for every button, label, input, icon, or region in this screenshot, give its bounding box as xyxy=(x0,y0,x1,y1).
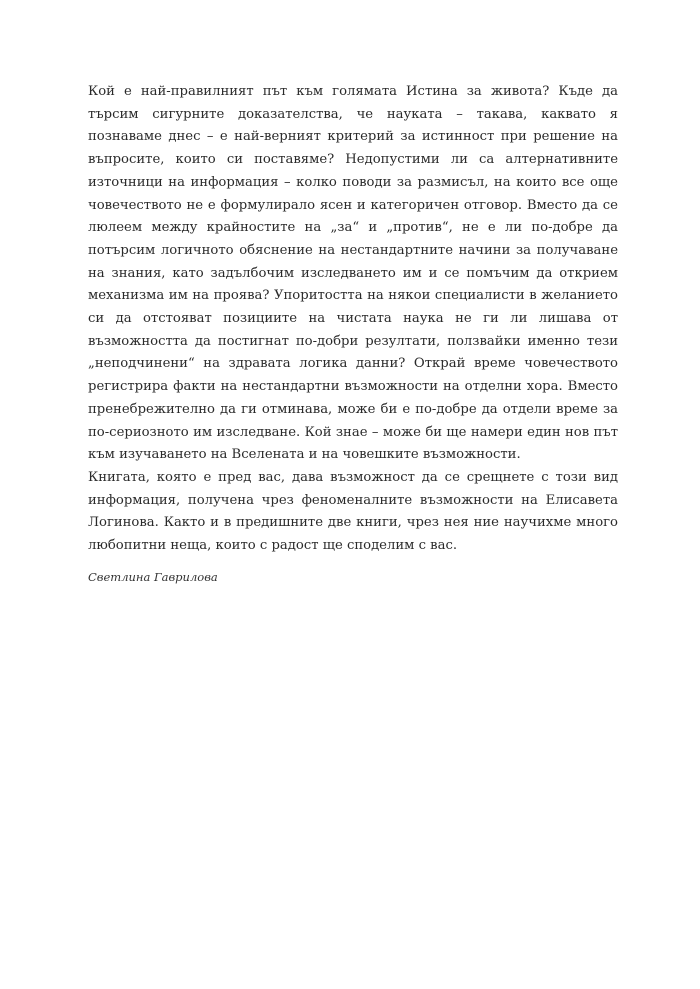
paragraph: Кой е най-правилният път към голямата Истина за живота? Къде да търсим сигурните доказателства, че науката – такава, каквато я познаваме днес – е най-верният критерий за истинност при решение на въпросите, които си поставяме? Недопустими ли са алтернативните източници на информация – колко поводи за размисъл, на които все още човечеството не е формулирало ясен и категоричен отговор. Вместо да се люлеем между крайностите на „за“ и „против“, не е ли по-добре да потърсим логичното обяснение на нестандартните начини за получаване на знания, като задълбочим изследването им и се помъчим да открием механизма им на проява? Упоритостта на някои специалисти в желанието си да отстояват позициите на чистата наука не ги ли лишава от възможността да постигнат по-добри резултати, ползвайки именно тези „неподчинени“ на здравата логика данни? Открай време човечеството регистрира факти на нестандартни възможности на отделни хора. Вместо пренебрежително да ги отминава, може би е по-добре да отдели време за по-сериозното им изследване. Кой знае – може би ще намери един нов път към изучаването на Вселената и на човешките възможности. xyxy=(88,84,618,463)
paragraph: Книгата, която е пред вас, дава възможност да се срещнете с този вид информация, получена чрез феноменалните възможности на Елисавета Логинова. Както и в предишните две книги, чрез нея ние научихме много любопитни неща, които с радост ще споделим с вас. xyxy=(88,469,618,554)
author-signature: Светлина Гаврилова xyxy=(88,569,218,584)
preface-text xyxy=(88,81,618,586)
